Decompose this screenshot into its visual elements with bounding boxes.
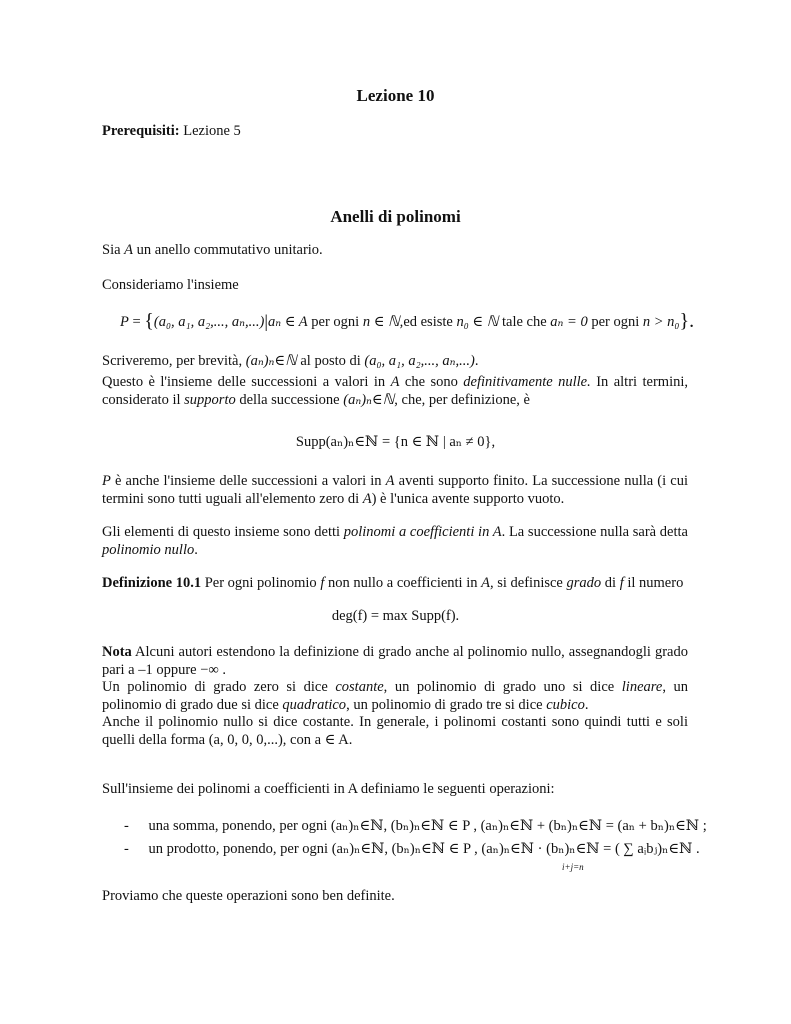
math-symbol: P	[120, 314, 129, 330]
text: Alcuni autori estendono la definizione di grado anche al polinomio nullo, assegnandogli grado pari a –1 oppure −∞ .	[102, 644, 688, 678]
emphasis: grado	[566, 575, 602, 591]
text: ) è l'unica avente supporto vuoto.	[371, 490, 565, 507]
text: Anche il polinomio nullo si dice costante. In generale, i polinomi costanti sono quindi tutti e soli quelli della forma (a, 0, 0, 0,...), con a ∈ A.	[102, 714, 688, 748]
brace-close: }.	[679, 310, 695, 332]
operation-sum-text: una somma, ponendo, per ogni (aₙ)ₙ∈ℕ, (bₙ)ₙ∈ℕ ∈ P , (aₙ)ₙ∈ℕ + (bₙ)ₙ∈ℕ = (aₙ + bₙ)ₙ∈ℕ ;	[148, 818, 707, 834]
text: , che, per definizione, è	[394, 391, 530, 408]
math-condition: aₙ = 0	[550, 314, 588, 330]
text: =	[128, 314, 145, 330]
paragraph-set-intro: Consideriamo l'insieme	[102, 277, 239, 293]
emphasis: quadratico	[282, 696, 347, 713]
text: che sono	[399, 374, 464, 390]
text: un anello commutativo unitario.	[133, 242, 323, 258]
text: ed esiste	[403, 314, 457, 330]
text: . La successione nulla sarà detta	[501, 524, 688, 540]
math-symbol: A	[390, 374, 400, 390]
math-condition: aₙ ∈ A	[267, 314, 308, 330]
brace-open: {	[144, 310, 154, 332]
formula-degree: deg(f) = max Supp(f).	[331, 608, 460, 624]
emphasis: supporto	[184, 391, 236, 408]
math-symbol: f	[619, 575, 624, 591]
operation-product-text: un prodotto, ponendo, per ogni (aₙ)ₙ∈ℕ, (bₙ)ₙ∈ℕ ∈ P , (aₙ)ₙ∈ℕ · (bₙ)ₙ∈ℕ = ( ∑ aᵢbⱼ)ₙ∈ℕ .	[148, 841, 700, 857]
bar-separator: |	[264, 311, 268, 331]
prerequisites-line	[102, 123, 241, 141]
list-dash: -	[124, 818, 129, 834]
emphasis: cubico	[546, 696, 585, 713]
text: di	[601, 575, 620, 591]
math-symbol: A	[385, 473, 395, 489]
sum-index: i+j=n	[562, 862, 584, 872]
math-sequence: (aₙ)ₙ∈ℕ	[245, 353, 297, 369]
emphasis: lineare	[621, 679, 663, 695]
prerequisites-value: Lezione 5	[183, 123, 241, 139]
operation-sum	[124, 818, 707, 836]
paragraph-intro	[102, 242, 323, 260]
note-block	[102, 644, 688, 749]
text: per ogni	[587, 314, 643, 330]
text: non nullo a coefficienti in	[324, 575, 482, 591]
math-tuple: (a₀, a₁, a₂,..., aₙ,...)	[364, 353, 475, 369]
prerequisites-label: Prerequisiti:	[102, 123, 180, 139]
text: tale che	[498, 314, 551, 330]
definition-label: Definizione 10.1	[102, 575, 202, 591]
section-title: Anelli di polinomi	[330, 207, 461, 226]
text: il numero	[623, 575, 684, 591]
math-symbol: P	[102, 473, 111, 489]
text: si definisce	[493, 575, 567, 591]
text: Sia	[102, 242, 125, 258]
list-dash: -	[124, 841, 129, 857]
text: , un polinomio di grado tre si dice	[346, 696, 547, 713]
text: Per ogni polinomio	[201, 575, 321, 591]
text: , un polinomio di grado uno si dice	[383, 679, 622, 695]
paragraph-definition-support	[102, 374, 688, 409]
math-symbol: A	[362, 490, 372, 507]
math-condition: n > n₀	[642, 314, 680, 330]
text: .	[194, 541, 198, 558]
text: è anche l'insieme delle successioni a valori in	[110, 473, 386, 489]
text: .	[584, 696, 589, 713]
paragraph-polynomials	[102, 524, 688, 559]
text: della successione	[235, 391, 344, 408]
math-symbol: A	[124, 242, 134, 258]
math-condition: n ∈ ℕ,	[362, 314, 404, 330]
text: Un polinomio di grado zero si dice	[102, 679, 336, 695]
emphasis: polinomio nullo	[102, 541, 195, 558]
text: , un polinomio di grado due si dice	[102, 679, 689, 713]
closing-sentence: Proviamo che queste operazioni sono ben definite.	[102, 888, 395, 904]
operations-intro: Sull'insieme dei polinomi a coefficienti in A definiamo le seguenti operazioni:	[102, 781, 555, 797]
text: Gli elementi di questo insieme sono detti	[102, 524, 344, 540]
math-condition: n₀ ∈ ℕ	[456, 314, 499, 330]
text: considerato il	[102, 391, 185, 408]
definition-10-1	[102, 575, 683, 593]
math-symbol: f	[320, 575, 325, 591]
paragraph-finite-support	[102, 473, 688, 508]
text: aventi supporto finito. La successione nulla (i cui termini sono tutti uguali all'elemento zero di	[102, 473, 688, 507]
emphasis: definitivamente nulle.	[463, 374, 591, 390]
text: .	[474, 353, 479, 369]
text: per ogni	[307, 314, 363, 330]
operation-product	[124, 841, 700, 859]
text: In altri termini,	[590, 374, 689, 390]
formula-set-P	[120, 312, 694, 332]
emphasis: polinomi a coefficienti in A	[343, 524, 502, 540]
text: Scriveremo, per brevità,	[102, 353, 246, 369]
lesson-title: Lezione 10	[356, 86, 435, 105]
paragraph-notation	[102, 353, 478, 371]
emphasis: costante	[335, 679, 384, 695]
text: al posto di	[296, 353, 365, 369]
formula-support: Supp(aₙ)ₙ∈ℕ = {n ∈ ℕ | aₙ ≠ 0},	[295, 434, 496, 450]
math-tuple: (a₀, a₁, a₂,..., aₙ,...)	[153, 314, 265, 330]
math-sequence: (aₙ)ₙ∈ℕ	[343, 391, 395, 408]
math-symbol: A,	[481, 575, 494, 591]
note-label: Nota	[102, 644, 132, 660]
text: Questo è l'insieme delle successioni a valori in	[102, 374, 391, 390]
